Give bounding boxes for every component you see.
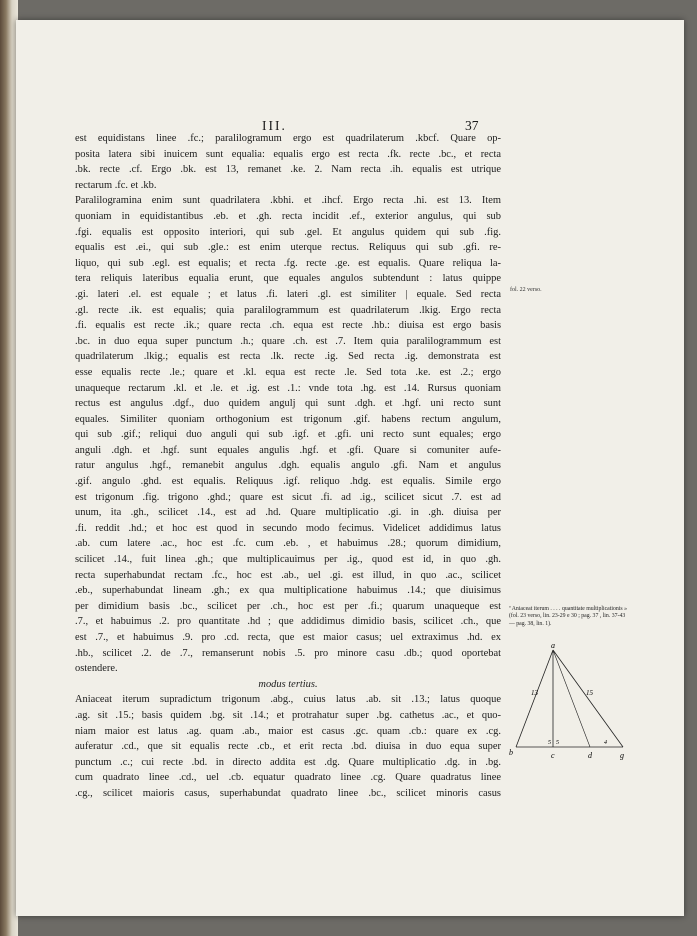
text-line: quoniam in equidistantibus .eb. et .gh. recta incidit .ef., exterior angulus, qui sub bbox=[75, 210, 501, 222]
text-line: .ag. sit .15.; basis quidem .bg. sit .14.; et protrahatur super .bg. cathetus .ac., et quo- bbox=[75, 709, 501, 721]
text-line: est .7., et habuimus .9. pro .cd. recta, que est maior casus; uel extraximus .hd. ex bbox=[75, 632, 501, 643]
text-line: esse equalis recte .le.; quare et .kl. equa est recte .le. Sed tota .ke. est .2.; ergo bbox=[75, 366, 501, 378]
paragraph-block-2 bbox=[75, 692, 501, 801]
text-line: .ab. cum latere .ac., hoc est .fc. cum .eb. , et habuimus .28.; quorum dimidium, bbox=[75, 538, 501, 550]
text-line: .eb., superhabundat lineam .gh.; ex qua multiplicatione habuimus .14.; que diuisimus bbox=[75, 585, 501, 597]
text-line: cum quadrato linee .cd., uel .cb. equatur quadrato linee .cg. Quare quadratus linee bbox=[75, 772, 501, 784]
segment-cd-length: 5 bbox=[556, 740, 559, 746]
side-ag-length: 15 bbox=[586, 689, 593, 697]
text-line: posita latera sibi inuicem sunt equalia: equalis ergo est recta .fk. recte .bc., et recta bbox=[75, 148, 501, 160]
text-line: est trigonum .fig. trigono .ghd.; quare est sicut .fi. ad .ig., scilicet sicut .7. est ad bbox=[75, 491, 501, 503]
segment-dg-length: 4 bbox=[604, 740, 607, 746]
text-line: .hb., scilicet .2. de .7., remanserunt nobis .5. pro minore casu .db.; quod oportebat bbox=[75, 647, 501, 659]
footnote: ª Aniaceat iterum . . . . quantitate multiplicationis » (fol. 23 verso, lin. 23-29 e 30 ; pag. 37 , lin. 37-43 — pag. 38, lin. 1). bbox=[509, 606, 627, 627]
label-g: g bbox=[620, 751, 624, 760]
text-line: liquo, qui sub .egl. est equalis; et recta .fg. recte .ge. est equalis. Quare reliqua la- bbox=[75, 257, 501, 269]
inner-ad-line bbox=[553, 650, 590, 747]
text-line: est equidistans linee .fc.; paralilogramum ergo est quadrilaterum .kbcf. Quare op- bbox=[75, 133, 501, 144]
text-line: .bc. in duo equa super punctum .h.; quare .ch. est .7. Item quia paralilogrammum est bbox=[75, 335, 501, 347]
label-b: b bbox=[509, 748, 513, 757]
text-line: rectarum .fc. et .kb. bbox=[75, 179, 157, 191]
text-line: .cg., scilicet maioris casus, superhabundat quadrato linee .bc., scilicet minoris casus bbox=[75, 787, 501, 799]
text-line: unaqueque rectarum .kl. et .le. et .ig. est .1.: vnde tota .hg. est .14. Rursus quoniam bbox=[75, 382, 501, 394]
triangle-diagram bbox=[498, 640, 648, 770]
text-line: Aniaceat iterum supradictum trigonum .abg., cuius latus .ab. sit .13.; latus quoque bbox=[75, 694, 501, 706]
paragraph-block-1 bbox=[75, 131, 501, 677]
text-line: .bk. recte .cf. Ergo .bk. est 13, remanet .ke. 2. Nam recta .ih. equalis est utrique bbox=[75, 164, 501, 176]
text-line: .gif. angulo .ghd. est equalis. Reliquus .igf. reliquo .hdg. est equalis. Simile ergo bbox=[75, 476, 501, 488]
text-line: .gl. recte .ik. est equalis; quia paralilogrammum est quadrilaterum .lkig. Ergo recta bbox=[75, 304, 501, 316]
text-line: anguli .dgh. et .hgf. sunt equales angulis .hgf. et .gfi. Quare si comuniter aufe- bbox=[75, 444, 501, 456]
text-line: .7., et habuimus .2. pro quantitate .hd ; que addidimus dimidio basis, scilicet .ch., que bbox=[75, 616, 501, 628]
text-line: quadrilaterum .lkig.; equalis est recta .lk. recte .ig. Sed recta .ig. demonstrata est bbox=[75, 351, 501, 363]
label-a: a bbox=[551, 641, 555, 650]
text-line: equales. Similiter quoniam orthogonium est trigonum .gif. habens rectum angulum, bbox=[75, 413, 501, 425]
segment-bc-length: 5 bbox=[548, 740, 551, 746]
running-head: III. bbox=[262, 118, 287, 133]
margin-note: fol. 22 verso. bbox=[510, 287, 542, 293]
text-line: unum, ita .gh., scilicet .14., est ad .hd. Quare multiplicatio .gi. in .gh. diuisa per bbox=[75, 507, 501, 519]
text-line: .gi. lateri .el. est equale ; et latus .fi. lateri .gl. est similiter | equale. Sed recta bbox=[75, 288, 501, 300]
label-c: c bbox=[551, 751, 555, 760]
section-heading: modus tertius. bbox=[258, 678, 318, 690]
text-line: equalis est .ei., qui sub .gle.: est enim uterque rectus. Reliquus qui sub .gfi. re- bbox=[75, 242, 501, 254]
text-line: ratur angulus .hgf., remanebit angulus .dgh. equalis angulo .gfi. Nam et angulus bbox=[75, 460, 501, 472]
text-line: qui sub .gif.; reliqui duo anguli qui sub .igf. et .gfi. uni recto sunt equales; ergo bbox=[75, 429, 501, 441]
side-ab-line bbox=[516, 650, 553, 747]
side-ag-line bbox=[553, 650, 623, 747]
label-d: d bbox=[588, 751, 592, 760]
main-text bbox=[75, 131, 501, 802]
text-line: .fi. reddit .hd.; et hoc est quod in secundo modo fecimus. Videlicet addidimus latus bbox=[75, 522, 501, 534]
text-line: rectus est angulus .dgf., duo quidem angulj qui sunt .dgh. et .hgf. uni recto sunt bbox=[75, 398, 501, 410]
text-line: tera reliquis lateribus equalia erunt, que equales angulos subtendunt : latus quippe bbox=[75, 273, 501, 285]
text-line: niam maior est latus .ag. quam .ab., maior est casus .gc. quam .cb.: quare ex .cg. bbox=[75, 725, 501, 737]
text-line: .fi. equalis est recte .ik.; quare recta .ch. equa est recte .hb.: diuisa est ergo basis bbox=[75, 320, 501, 332]
text-line: scilicet .14., fuit linea .gh.; que multiplicauimus per .ig., quod est id, in quo .gh. bbox=[75, 554, 501, 566]
text-line: recta superhabundat rectam .fc., hoc est .ab., uel .gi. est illud, in quo .ac., scilicet bbox=[75, 569, 501, 581]
text-line: punctum .c.; cui recte .bd. in directo addita est .dg. Quare multiplicatio .dg. in .bg. bbox=[75, 756, 501, 768]
page-number: 37 bbox=[465, 118, 479, 133]
text-line: Paralilogramina enim sunt quadrilatera .kbhi. et .ihcf. Ergo recta .hi. est 13. Item bbox=[75, 195, 501, 207]
text-line: per dimidium basis .bc., scilicet per .ch., hoc est per .fi.; quarum unaqueque est bbox=[75, 600, 501, 612]
text-line: auferatur .cd., que sit equalis recte .cb., et erit recta .bd. diuisa in duo equa super bbox=[75, 741, 501, 753]
text-line: .fgi. equalis est opposito interiori, qui sub .gel. Et angulus quidem qui sub .fig. bbox=[75, 226, 501, 238]
text-line: ostendere. bbox=[75, 663, 118, 675]
triangle-figure bbox=[498, 640, 648, 770]
side-ab-length: 13 bbox=[531, 689, 538, 697]
